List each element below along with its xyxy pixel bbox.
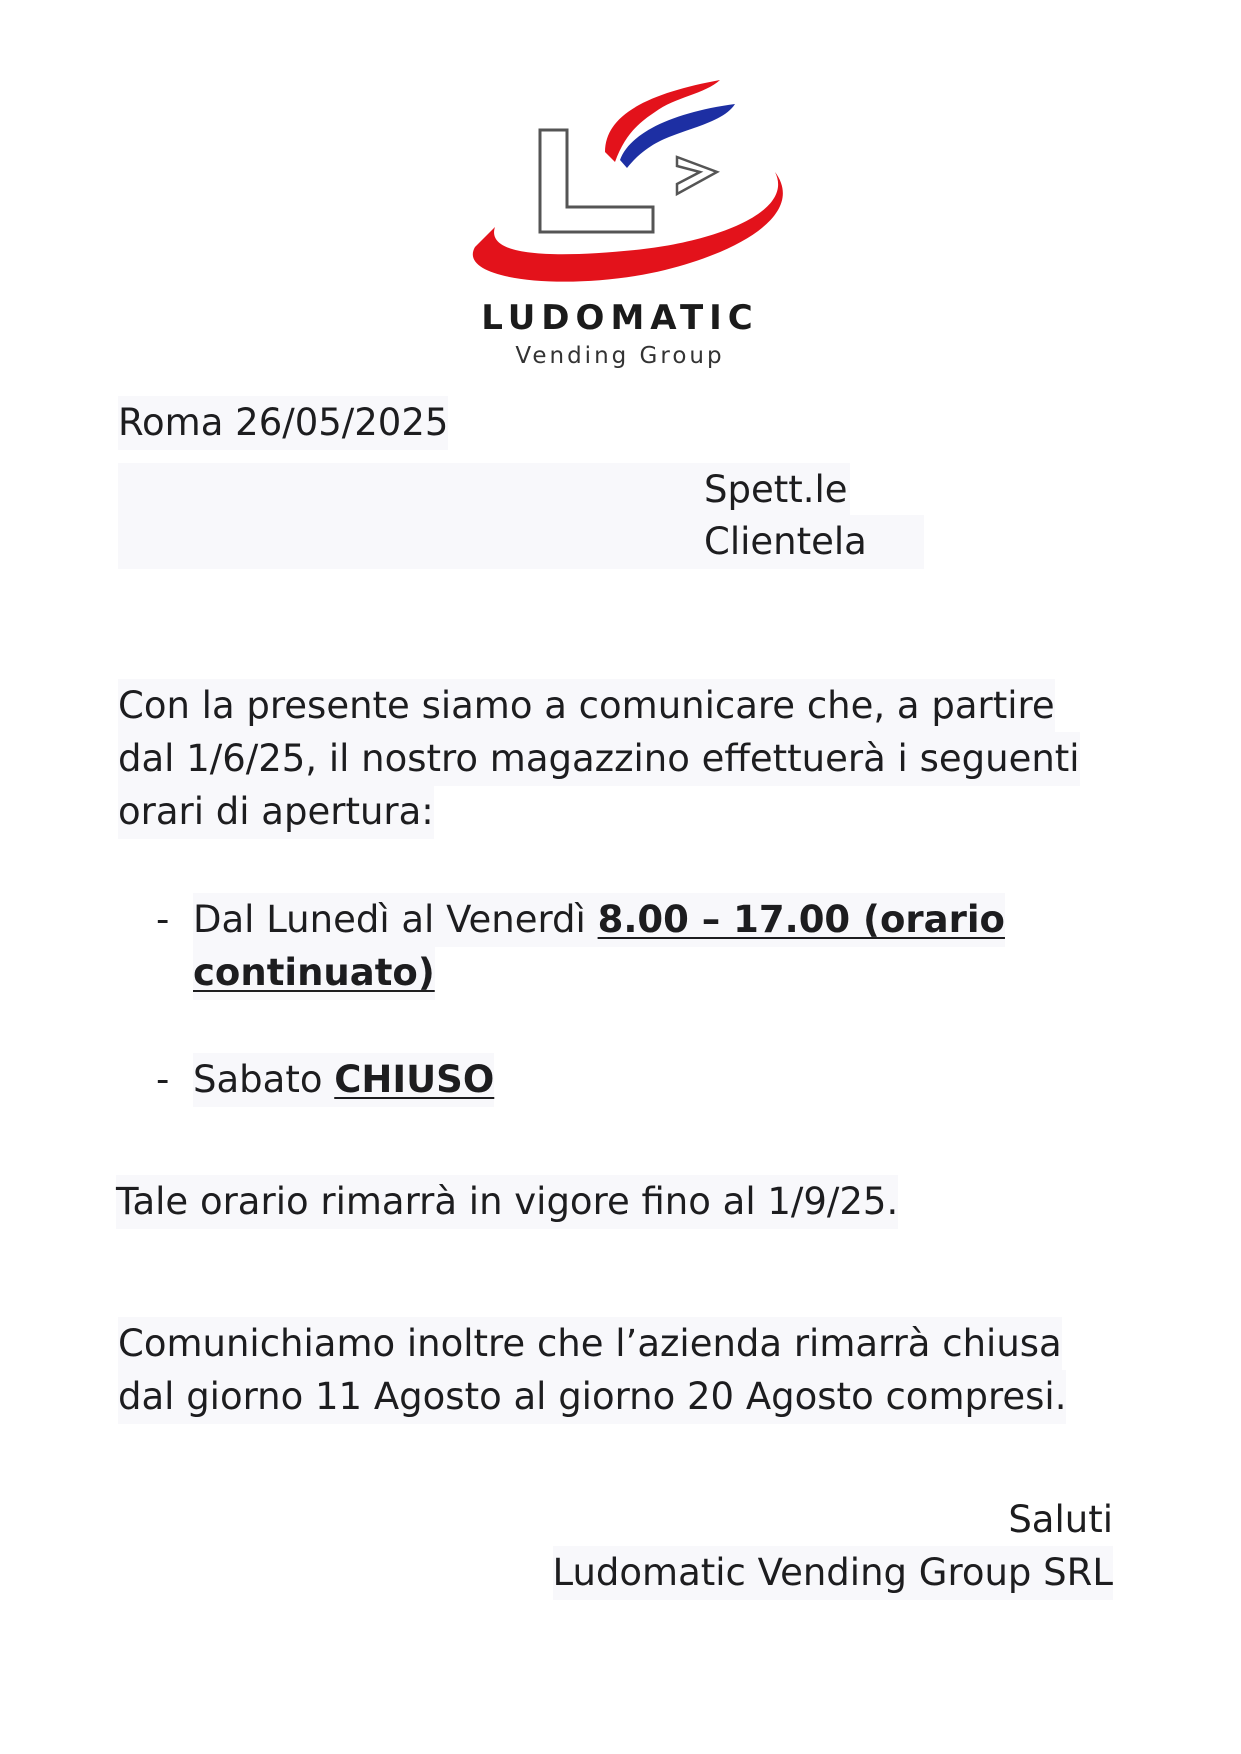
brand-subtitle: Vending Group [515, 343, 725, 369]
logo-arrow [677, 157, 717, 194]
schedule-saturday-label: Sabato [193, 1058, 335, 1101]
recipient-line-2: Clientela [704, 520, 867, 563]
closing-greeting: Saluti [1008, 1498, 1113, 1541]
schedule-saturday-status: CHIUSO [334, 1058, 495, 1101]
schedule-item-saturday [193, 1053, 494, 1107]
schedule-weekdays-hours: 8.00 – 17.00 (orario [597, 898, 1005, 941]
company-logo [455, 72, 795, 292]
recipient-line-2-row [118, 515, 924, 569]
closing-signature: Ludomatic Vending Group SRL [553, 1546, 1113, 1600]
schedule-weekdays-label: Dal Lunedì al Venerdì [193, 898, 598, 941]
schedule-item-weekdays-cont [193, 946, 435, 1000]
recipient-line-1-row [118, 463, 850, 517]
recipient-line-1: Spett.le [704, 468, 848, 511]
brand-name: LUDOMATIC [481, 298, 759, 338]
letter-date: Roma 26/05/2025 [118, 396, 448, 450]
body-line-1: Con la presente siamo a comunicare che, a partire [118, 679, 1055, 733]
schedule-item-weekdays [193, 893, 1005, 947]
body-line-2: dal 1/6/25, il nostro magazzino effettuerà i seguenti [118, 732, 1080, 786]
body-line-3: orari di apertura: [118, 785, 434, 839]
closure-line-2: dal giorno 11 Agosto al giorno 20 Agosto compresi. [118, 1370, 1066, 1424]
validity-note: Tale orario rimarrà in vigore fino al 1/9/25. [116, 1175, 898, 1229]
schedule-bullet-2: - [156, 1058, 170, 1101]
schedule-bullet-1: - [156, 898, 170, 941]
schedule-weekdays-hours-cont: continuato) [193, 951, 435, 994]
closure-line-1: Comunichiamo inoltre che l’azienda rimarrà chiusa [118, 1317, 1062, 1371]
